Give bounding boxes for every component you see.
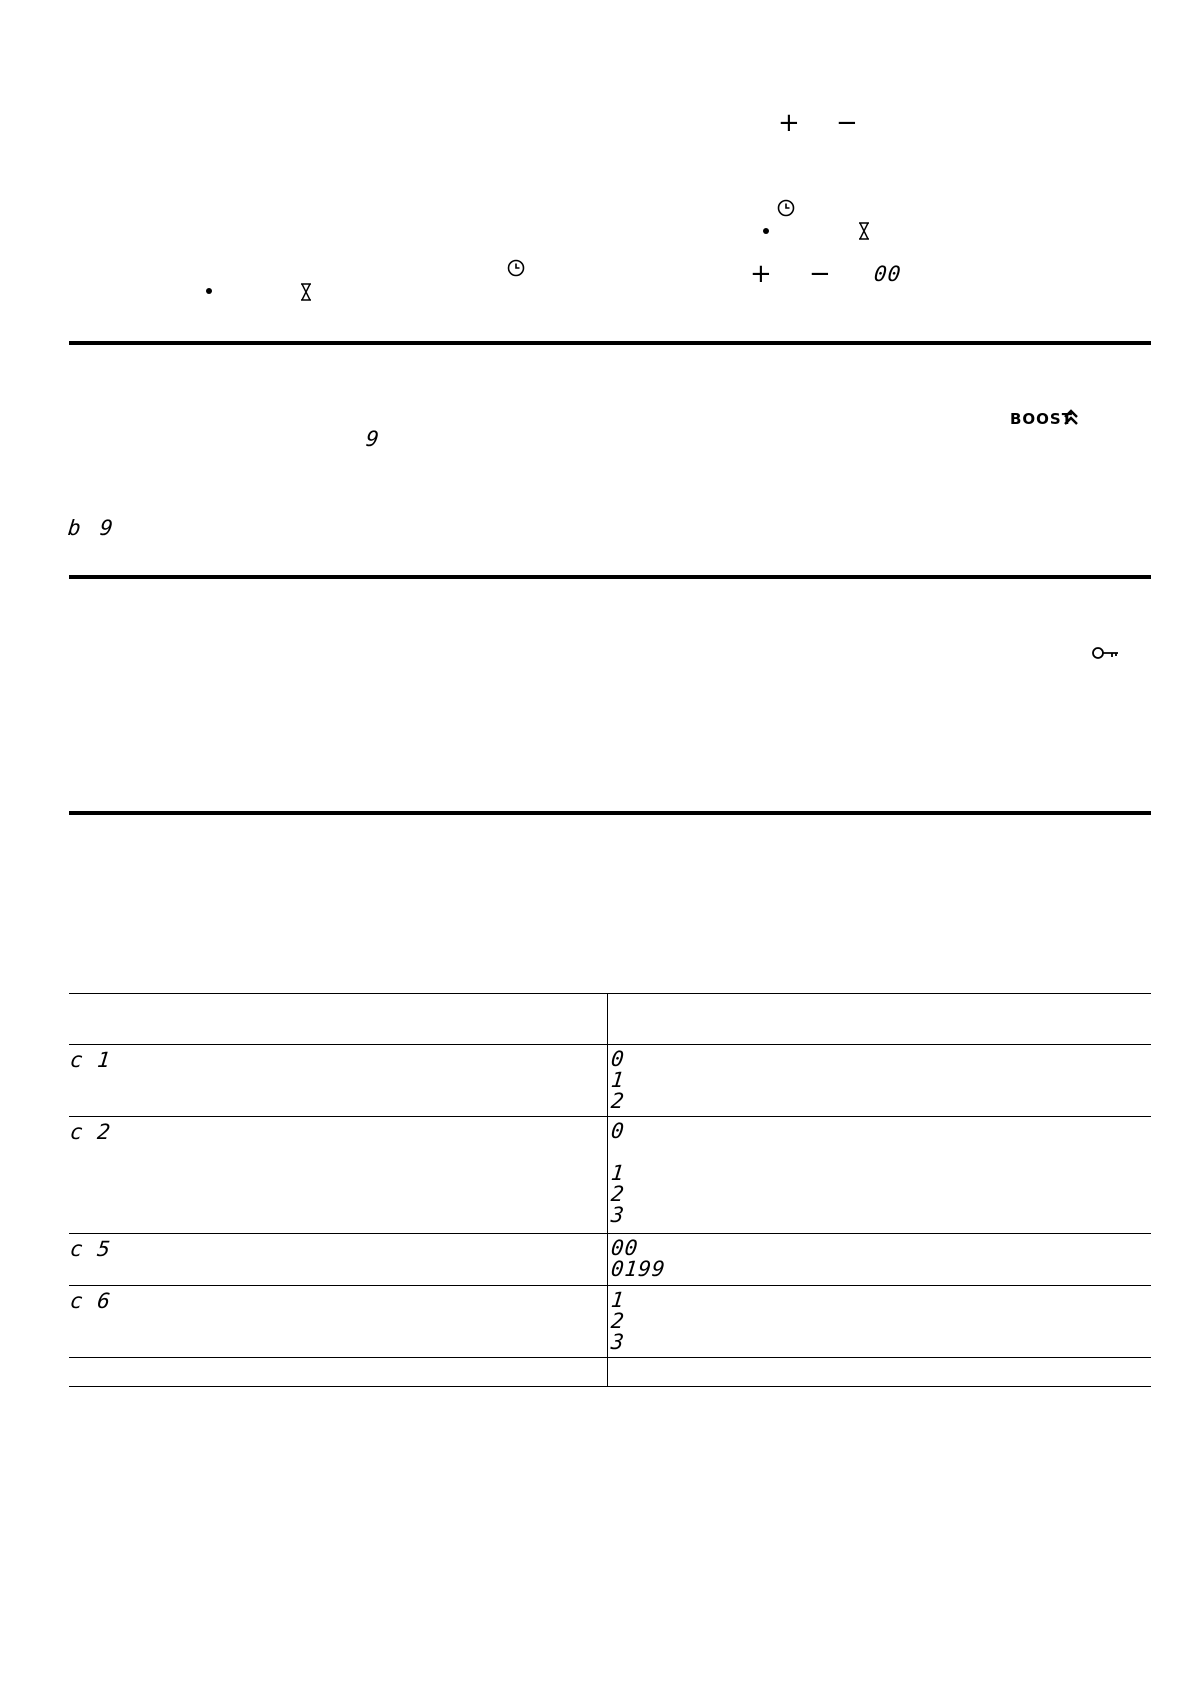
- hourglass-icon: [858, 222, 870, 244]
- table-cell-value: 3: [609, 1330, 626, 1354]
- table-bottom-border: [69, 1386, 1151, 1387]
- table-cell-value: 3: [609, 1203, 626, 1227]
- section-divider: [69, 341, 1151, 345]
- table-row-code: c 2: [68, 1120, 113, 1144]
- plus-symbol: +: [750, 259, 772, 289]
- key-icon: [1092, 645, 1120, 664]
- table-cell-value: 2: [609, 1309, 626, 1333]
- dot-indicator: [763, 228, 769, 234]
- clock-icon: [777, 199, 795, 221]
- section-divider: [69, 811, 1151, 815]
- double-chevron-up-icon: [1063, 408, 1079, 430]
- table-row-code: c 1: [68, 1048, 113, 1072]
- hourglass-icon: [300, 283, 312, 305]
- clock-icon: [507, 259, 525, 281]
- table-cell-value: 1: [609, 1068, 626, 1092]
- table-row-border: [69, 1116, 1151, 1117]
- table-row-values: [611, 1238, 666, 1280]
- table-cell-value: 0: [609, 1119, 626, 1143]
- table-cell-value: 1: [609, 1161, 626, 1185]
- table-cell-value: 00: [609, 1236, 640, 1260]
- table-row-values: [611, 1290, 625, 1353]
- section-divider: [69, 575, 1151, 579]
- dot-indicator: [206, 288, 212, 294]
- minus-symbol: −: [836, 108, 858, 138]
- table-cell-value: 2: [609, 1182, 626, 1206]
- table-row-border: [69, 1357, 1151, 1358]
- table-row-code: c 5: [68, 1237, 113, 1261]
- plus-symbol: +: [778, 108, 800, 138]
- minus-symbol: −: [809, 259, 831, 289]
- level-value: 9: [364, 427, 381, 451]
- table-row-border: [69, 1285, 1151, 1286]
- table-cell-value: 0: [609, 1047, 626, 1071]
- table-row-values: [611, 1121, 625, 1226]
- table-cell-value: 1: [609, 1288, 626, 1312]
- table-row-border: [69, 1233, 1151, 1234]
- table-row-values: [611, 1049, 625, 1112]
- table-header-border: [69, 1044, 1151, 1045]
- range-from: b: [66, 516, 83, 540]
- table-cell-value: [610, 1142, 626, 1163]
- table-row-code: c 6: [68, 1289, 113, 1313]
- boost-label: BOOST: [1010, 410, 1073, 428]
- table-cell-value: 0199: [609, 1257, 667, 1281]
- table-cell-value: 2: [609, 1089, 626, 1113]
- table-top-border: [69, 993, 1151, 994]
- table-column-divider: [607, 993, 608, 1386]
- display-value: 00: [872, 262, 903, 286]
- range-to: 9: [98, 516, 115, 540]
